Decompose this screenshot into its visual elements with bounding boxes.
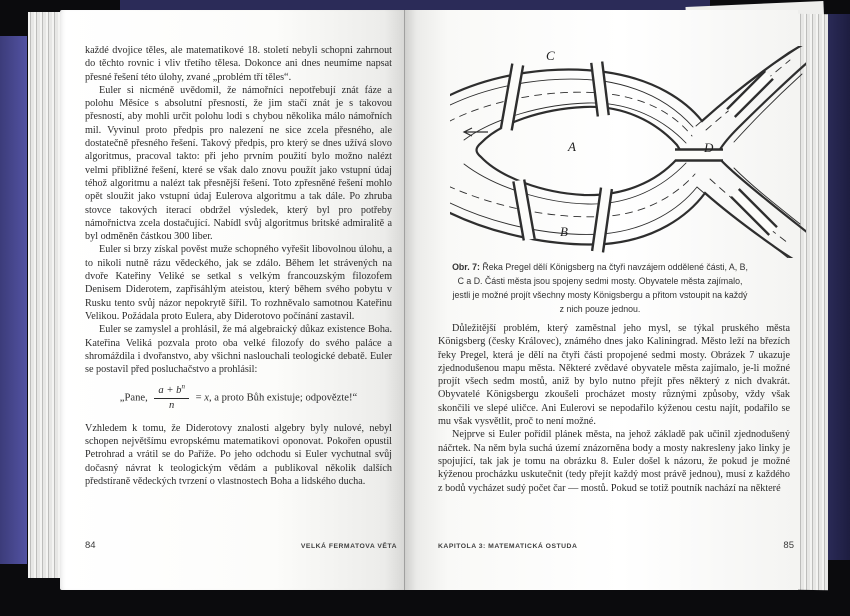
- koenigsberg-map-figure: [450, 46, 806, 258]
- formula-variable: x: [204, 393, 209, 404]
- formula-prefix: „Pane,: [119, 393, 148, 404]
- left-page: [60, 10, 405, 590]
- flow-direction-arrow-icon: [464, 128, 488, 136]
- figure-label-a: A: [568, 139, 576, 154]
- body-paragraph: Vzhledem k tomu, že Diderotovy znalosti algebry byly nulové, nebyl schopen největšímu evropskému matematikovi oponovat. Pokořen opustil Petrohrad a vrátil se do Paříže. Po jeho odchodu si Euler vychutnal svůj dočasný návrat k teologickým vědám a publikoval několik dalších předstíraně vědeckých tvrzení o vlastnostech Boha a lidského ducha.: [85, 422, 392, 487]
- body-paragraph: Důležitější problém, který zaměstnal jeho mysl, se týkal pruského města Königsberg (česky Královec), známého dnes jako Kaliningrad. Město leží na březích řeky Pregel, která je dělí na čtyři části propojené sedmi mosty. Obrázek 7 ukazuje zjednodušenou mapu města. Některé zvědavé obyvatele města zajímalo, je-li možné projít všech sedm mostů, aniž by bylo nutno přejít přes některý z nich dvakrát. Obyvatelé Königsbergu zkoušeli procházet mosty různými způsoby, vždy však skončili ve slepé uličce. Ani Eulerovi se nepodařilo kýženou cestu najít, podařilo se mu však vysvětlit, proč to není možné.: [438, 323, 790, 428]
- body-paragraph: každé dvojice těles, ale matematikové 18. století nebyli schopni zahrnout do těchto rovnic i vliv třetího tělesa. Dokonce ani dnes neumíme napsat přesné řešení této úlohy, zvané „problém tří těles“.: [85, 45, 392, 83]
- fraction: $\frac{a + b^n}{n}$: [154, 385, 189, 411]
- book-cover-left: [0, 36, 27, 564]
- body-paragraph: Nejprve si Euler pořídil plánek města, na jehož základě pak učinil zjednodušený náčrtek. Na něm byla suchá území znázorněna body a mosty nakresleny jako linky je spojující, tak jak je tomu na obrázku 8. Euler došel k názoru, že pokud je možné kýženou procházku uskutečnit (tedy přejít každý most právě jednou), musí z každého z bodů vycházet sudý počet čar — mostů. Pokud se totiž poutník nachází na některé: [438, 429, 790, 494]
- book-cover-right: [827, 14, 850, 560]
- right-page-footer: [438, 540, 794, 551]
- figure-caption: [451, 260, 749, 316]
- bridge-ad-middle: [675, 150, 723, 161]
- left-paragraphs-bottom: [85, 422, 392, 488]
- figure-caption-label: Obr. 7:: [452, 262, 480, 272]
- body-paragraph: Euler se zamyslel a prohlásil, že má algebraický důkaz existence Boha. Kateřina Veliká pozvala proto oba velké filozofy do svého paláce a shromáždila i dvořanstvo, aby všichni naslouchali teologické debatě. Euler se postavil před posluchačstvo a prohlásil:: [85, 324, 392, 376]
- figure-label-b: B: [560, 224, 568, 239]
- euler-god-formula: [85, 382, 392, 412]
- body-paragraph: Euler si brzy získal pověst muže schopného vyřešit libovolnou úlohu, a to nikoli nutně rázu vědeckého, jak se zdálo. Během let strávených na dvoře Kateřiny Veliké se setkal s velkým francouzským filozofem Denisem Diderotem, zapřisáhlým ateistou, který během svého pobytu v Rusku tento svůj názor nepokrytě šířil. To rozhněvalo samotnou Kateřinu Velikou. Požádala proto Eulera, aby Diderotovo počínání zastavil.: [85, 244, 392, 322]
- left-page-footer: [85, 540, 397, 551]
- bridge-ac-east: [591, 62, 608, 117]
- right-page-text: [438, 322, 790, 495]
- bridge-bd: [731, 189, 777, 235]
- right-paragraphs: [438, 322, 790, 495]
- left-page-text: [85, 44, 392, 488]
- page-number: 85: [783, 540, 794, 551]
- right-page: [405, 10, 798, 590]
- running-title: VELKÁ FERMATOVA VĚTA: [300, 543, 397, 550]
- formula-equals: =: [195, 393, 202, 404]
- left-paragraphs-top: [85, 44, 392, 376]
- page-number: 84: [85, 540, 96, 551]
- figure-label-c: C: [546, 48, 555, 63]
- body-paragraph: Euler si nicméně uvědomil, že námořníci nepotřebují znát fáze a polohu Měsíce s absolutní přesností, že jim stačí znát je s takovou přesností, aby mohli určit polohu lodi s chybou několika málo námořních mil. Vyvinul proto předpis pro nalezení ne sice zcela přesného, ale dostatečně přesného řešení. Takový předpis, pro který se dnes užívá slovo algoritmus, pracoval takto: při jeho prvním použití bylo možno nalézt velmi přibližné řešení, které se však dalo znovu použít jako vstupní údaj téhož algoritmu a nalézt tak přesnější řešení. Toto zpřesněné řešení mohlo opět sloužit jako vstupní údaj Eulerova algoritmu a tak dále. Po zhruba stovce takových iterací obdržel výsledek, který byl pro potřeby námořnictva zcela dostačující. Nabídl svůj algoritmus britské admiralitě a byl odměněn částkou 300 liber.: [85, 84, 392, 243]
- formula-suffix: , a proto Bůh existuje; odpovězte!“: [208, 393, 358, 404]
- figure-label-d: D: [704, 140, 714, 155]
- bridge-ab-west: [513, 180, 534, 241]
- chapter-title: KAPITOLA 3: MATEMATICKÁ OSTUDA: [438, 543, 578, 550]
- figure-caption-text: Řeka Pregel dělí Königsberg na čtyři navzájem oddělené části, A, B, C a D. Části města jsou spojeny sedmi mosty. Obyvatele města zajímalo, jestli je možné projít všechny mosty Königsbergu a přitom vstoupit na každý z nich pouze jednou.: [452, 262, 748, 315]
- page-edges-left: [28, 12, 61, 578]
